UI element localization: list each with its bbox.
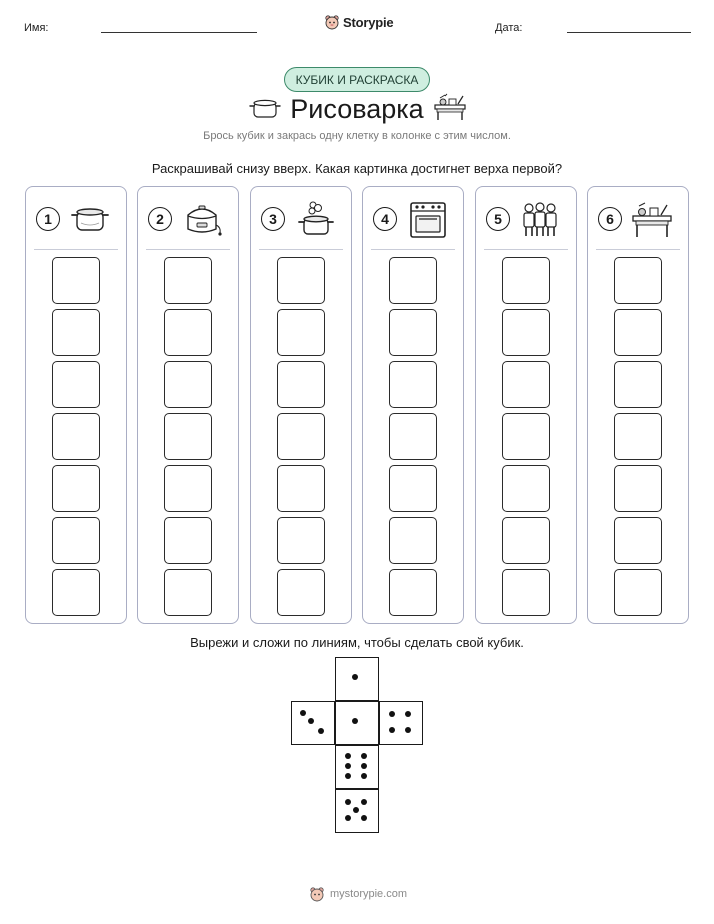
coloring-cell[interactable] [52,517,100,564]
die-number: 5 [486,207,510,231]
column-divider [259,249,343,250]
column-divider [371,249,455,250]
coloring-cell[interactable] [277,517,325,564]
page-title: Рисоварка [290,94,424,124]
pip [361,799,367,805]
column-divider [34,249,118,250]
column-header [138,187,238,249]
coloring-cell[interactable] [277,257,325,304]
coloring-cell[interactable] [277,309,325,356]
pip [345,753,351,759]
coloring-cell[interactable] [52,569,100,616]
coloring-cell[interactable] [164,309,212,356]
pip [318,728,324,734]
coloring-cell[interactable] [52,465,100,512]
coloring-cell[interactable] [614,517,662,564]
coloring-cell[interactable] [502,257,550,304]
coloring-cell[interactable] [389,517,437,564]
coloring-cell[interactable] [614,309,662,356]
coloring-cell[interactable] [502,309,550,356]
coloring-cell[interactable] [277,465,325,512]
coloring-cell[interactable] [164,413,212,460]
pip [389,711,395,717]
steaming-pot-icon [293,199,337,239]
dice-instruction: Вырежи и сложи по линиям, чтобы сделать свой кубик. [190,635,524,650]
coloring-cell[interactable] [389,309,437,356]
column-4 [362,186,464,624]
coloring-cell[interactable] [502,569,550,616]
die-number: 4 [373,207,397,231]
column-divider [596,249,680,250]
coloring-cell[interactable] [277,569,325,616]
coloring-cell[interactable] [164,361,212,408]
pip [345,815,351,821]
die-face-4 [379,701,423,745]
pot-icon [68,199,112,239]
column-header [251,187,351,249]
pip [405,727,411,733]
die-face-1 [335,657,379,701]
coloring-cell[interactable] [502,361,550,408]
coloring-instruction: Раскрашивай снизу вверх. Какая картинка достигнет верха первой? [151,161,563,176]
pip [345,773,351,779]
die-face-3 [291,701,335,745]
storypie-mascot-icon [324,14,340,30]
pip [300,710,306,716]
coloring-cell[interactable] [614,413,662,460]
category-badge: КУБИК И РАСКРАСКА [284,67,430,92]
coloring-cell[interactable] [164,465,212,512]
coloring-cell[interactable] [614,257,662,304]
coloring-cell[interactable] [389,413,437,460]
die-number: 1 [36,207,60,231]
coloring-cell[interactable] [164,569,212,616]
coloring-cell[interactable] [52,413,100,460]
storypie-mascot-icon [309,886,325,902]
pip [361,815,367,821]
column-5 [475,186,577,624]
people-icon [518,199,562,239]
die-number: 2 [148,207,172,231]
logo-text: Storypie [343,14,394,30]
kitchen-table-icon [630,199,674,239]
pip [389,727,395,733]
coloring-cell[interactable] [277,361,325,408]
pip [361,763,367,769]
coloring-cell[interactable] [614,569,662,616]
coloring-cell[interactable] [502,413,550,460]
die-face-5 [335,789,379,833]
column-header [363,187,463,249]
kitchen-table-icon [432,92,468,122]
coloring-cell[interactable] [389,361,437,408]
coloring-cell[interactable] [614,361,662,408]
pip [352,718,358,724]
stove-icon [405,199,449,239]
coloring-cell[interactable] [52,257,100,304]
rice-cooker-icon [180,199,224,239]
pip [308,718,314,724]
footer [309,886,407,902]
pip [361,753,367,759]
coloring-cell[interactable] [389,569,437,616]
column-header [476,187,576,249]
coloring-cell[interactable] [52,361,100,408]
pip [353,807,359,813]
pip [361,773,367,779]
column-divider [146,249,230,250]
column-1 [25,186,127,624]
column-6 [587,186,689,624]
column-3 [250,186,352,624]
pip [352,674,358,680]
die-face-6 [335,745,379,789]
coloring-cell[interactable] [502,465,550,512]
coloring-cell[interactable] [389,257,437,304]
name-line [101,32,257,33]
pip [345,763,351,769]
subtitle: Брось кубик и закрась одну клетку в колонке с этим числом. [203,130,511,142]
die-face-1 [335,701,379,745]
column-2 [137,186,239,624]
die-number: 3 [261,207,285,231]
date-line [567,32,691,33]
name-label: Имя: [24,22,49,34]
coloring-cell[interactable] [164,257,212,304]
coloring-cell[interactable] [52,309,100,356]
coloring-cell[interactable] [389,465,437,512]
pip [405,711,411,717]
pip [345,799,351,805]
die-number: 6 [598,207,622,231]
logo [324,14,393,30]
coloring-cell[interactable] [277,413,325,460]
coloring-cell[interactable] [164,517,212,564]
coloring-cell[interactable] [614,465,662,512]
column-header [588,187,688,249]
column-divider [484,249,568,250]
footer-url: mystorypie.com [330,888,408,900]
coloring-cell[interactable] [502,517,550,564]
date-label: Дата: [495,22,523,34]
column-header [26,187,126,249]
